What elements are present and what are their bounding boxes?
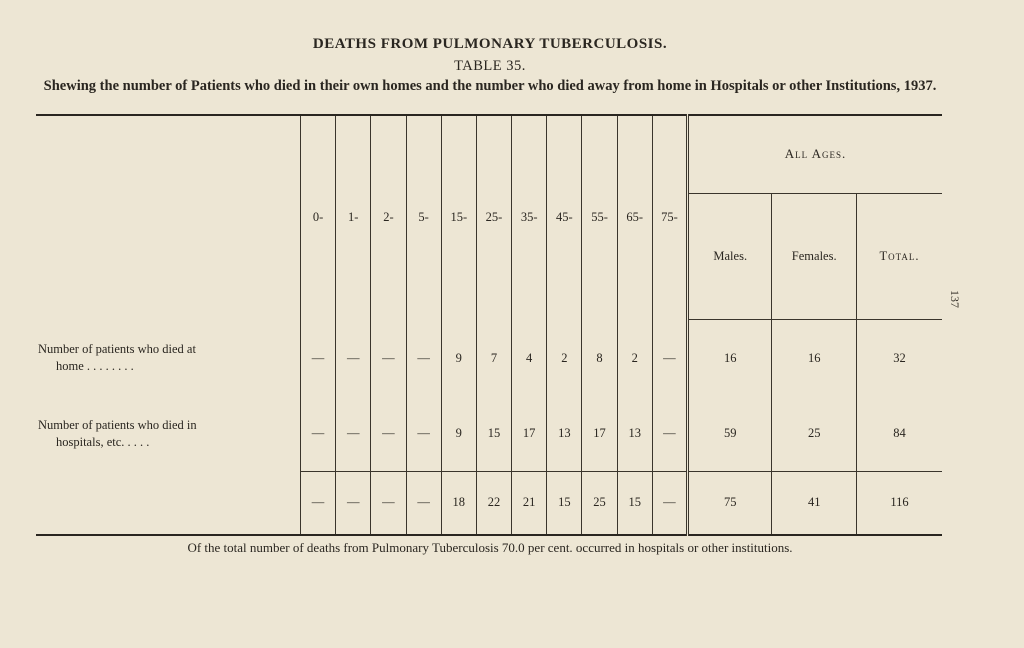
total-header: Total.	[856, 193, 942, 319]
table-subtitle: Shewing the number of Patients who died in their own homes and the number who died away from home in Hospitals or other Institutions, 1937.	[43, 78, 937, 94]
age-total-cell: 15	[617, 471, 652, 535]
males-total-cell: 75	[688, 471, 772, 535]
age-total-cell: —	[652, 471, 687, 535]
row-label-line: hospitals, etc. . . . .	[56, 435, 150, 449]
age-header: 2-	[371, 115, 406, 319]
age-total-cell: 21	[512, 471, 547, 535]
row-label	[36, 319, 300, 397]
age-total-cell: —	[371, 471, 406, 535]
table-row	[36, 319, 942, 397]
table-number: TABLE 35.	[454, 58, 526, 74]
table-footnote: Of the total number of deaths from Pulmonary Tuberculosis 70.0 per cent. occurred in hospitals or other institutions.	[187, 540, 793, 555]
row-label	[36, 397, 300, 471]
age-header: 75-	[652, 115, 687, 319]
age-cell: —	[336, 397, 371, 471]
age-cell: 8	[582, 319, 617, 397]
row-label-line: home . . . . . . . .	[56, 359, 134, 373]
age-cell: 9	[441, 397, 476, 471]
age-cell: 4	[512, 319, 547, 397]
table-row	[36, 397, 942, 471]
totals-label-cell	[36, 471, 300, 535]
age-cell: 9	[441, 319, 476, 397]
age-total-cell: 15	[547, 471, 582, 535]
all-ages-header: All Ages.	[688, 115, 942, 193]
age-header: 0-	[300, 115, 335, 319]
age-cell: 2	[617, 319, 652, 397]
age-cell: 2	[547, 319, 582, 397]
grand-total-cell: 116	[856, 471, 942, 535]
age-total-cell: 25	[582, 471, 617, 535]
females-cell: 25	[772, 397, 856, 471]
age-cell: —	[406, 397, 441, 471]
tuberculosis-deaths-table	[36, 114, 942, 536]
age-cell: 7	[476, 319, 511, 397]
females-header: Females.	[772, 193, 856, 319]
age-cell: 13	[617, 397, 652, 471]
age-cell: —	[371, 397, 406, 471]
age-header: 65-	[617, 115, 652, 319]
document-title: DEATHS FROM PULMONARY TUBERCULOSIS.	[312, 36, 668, 52]
total-cell: 32	[856, 319, 942, 397]
total-cell: 84	[856, 397, 942, 471]
age-cell: —	[300, 319, 335, 397]
age-cell: —	[336, 319, 371, 397]
header-blank-cell	[36, 115, 300, 319]
age-header: 35-	[512, 115, 547, 319]
row-label-line: Number of patients who died in	[38, 418, 197, 432]
age-total-cell: 22	[476, 471, 511, 535]
males-cell: 16	[688, 319, 772, 397]
totals-row	[36, 471, 942, 535]
females-cell: 16	[772, 319, 856, 397]
age-total-cell: 18	[441, 471, 476, 535]
age-cell: —	[371, 319, 406, 397]
age-cell: 17	[582, 397, 617, 471]
age-cell: —	[300, 397, 335, 471]
age-cell: 13	[547, 397, 582, 471]
age-header: 5-	[406, 115, 441, 319]
age-cell: —	[406, 319, 441, 397]
age-total-cell: —	[300, 471, 335, 535]
row-label-line: Number of patients who died at	[38, 342, 196, 356]
age-cell: —	[652, 319, 687, 397]
age-header: 15-	[441, 115, 476, 319]
age-header: 1-	[336, 115, 371, 319]
age-total-cell: —	[406, 471, 441, 535]
males-header: Males.	[688, 193, 772, 319]
age-total-cell: —	[336, 471, 371, 535]
age-cell: —	[652, 397, 687, 471]
age-header: 25-	[476, 115, 511, 319]
age-header: 45-	[547, 115, 582, 319]
age-header: 55-	[582, 115, 617, 319]
age-cell: 17	[512, 397, 547, 471]
age-cell: 15	[476, 397, 511, 471]
females-total-cell: 41	[772, 471, 856, 535]
page-number: 137	[948, 290, 962, 308]
males-cell: 59	[688, 397, 772, 471]
